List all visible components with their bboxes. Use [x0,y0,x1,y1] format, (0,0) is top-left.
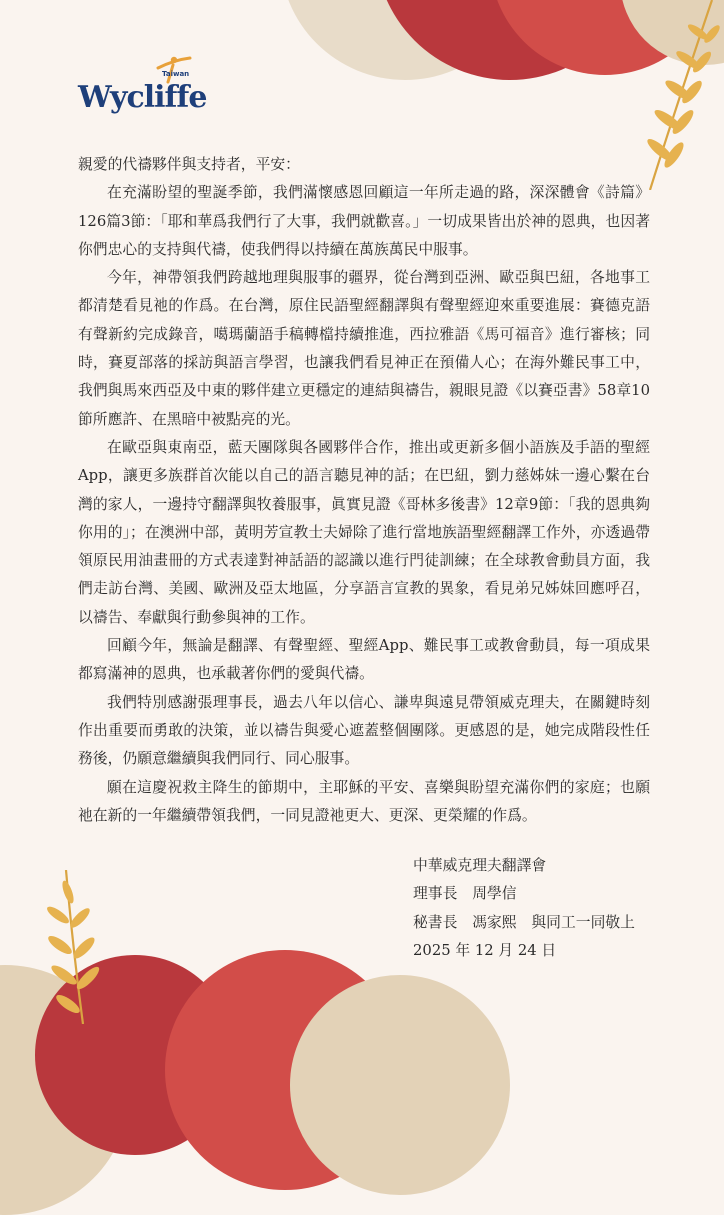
logo-text: Wycliffe [78,80,207,115]
wycliffe-taiwan-logo [78,58,208,120]
letter-paragraph: 回顧今年，無論是翻譯、有聲聖經、聖經App、難民事工或教會動員，每一項成果都寫滿神的恩典，也承載著你們的愛與代禱。 [78,637,650,683]
signature-chair: 理事長 周學信 [413,885,517,903]
signature-block [413,852,635,965]
letter-paragraph: 我們特別感謝張理事長，過去八年以信心、謙卑與遠見帶領威克理夫，在關鍵時刻作出重要而勇敢的決策，並以禱告與愛心遮蓋整個團隊。更感恩的是，她完成階段性任務後，仍願意繼續與我們同行、同心服事。 [78,693,650,768]
letter-paragraph: 在充滿盼望的聖誕季節，我們滿懷感恩回顧這一年所走過的路，深深體會《詩篇》126篇3節：「耶和華爲我們行了大事，我們就歡喜。」一切成果皆出於神的恩典，也因著你們忠心的支持與代禱，使我們得以持續在萬族萬民中服事。 [78,184,650,258]
decor-circle-bottom-4 [290,975,510,1195]
letter-body [78,151,650,830]
letter-greeting: 親愛的代禱夥伴與支持者，平安： [78,156,300,173]
letter-paragraph: 在歐亞與東南亞，藍天團隊與各國夥伴合作，推出或更新多個小語族及手語的聖經App，讓更多族群首次能以自己的語言聽見神的話；在巴紐，劉力慈姊妹一邊心繫在台灣的家人，一邊持守翻譯與牧養服事，眞實見證《哥林多後書》12章9節：「我的恩典夠你用的」；在澳洲中部，黃明芳宣教士夫婦除了進行當地族語聖經翻譯工作外，亦透過帶領原民用油畫冊的方式表達對神話語的認識以進行門徒訓練；在全球教會動員方面，我們走訪台灣、美國、歐洲及亞太地區，分享語言宣教的異象，看見弟兄姊妹回應呼召，以禱告、奉獻與行動參與神的工作。 [78,438,650,626]
logo-subtext: Taiwan [162,70,190,78]
leaf-branch-icon-bottom [28,870,128,1024]
signature-date: 2025 年 12 月 24 日 [413,941,557,959]
signature-org: 中華威克理夫翻譯會 [413,857,547,874]
letter-paragraph: 今年，神帶領我們跨越地理與服事的疆界，從台灣到亞洲、歐亞與巴紐，各地事工都清楚看見祂的作爲。在台灣，原住民語聖經翻譯與有聲聖經迎來重要進展：賽德克語有聲新約完成錄音，噶瑪蘭語手稿轉檔持續推進，西拉雅語《馬可福音》進行審核；同時，賽夏部落的採訪與語言學習，也讓我們看見神正在預備人心；在海外難民事工中，我們與馬來西亞及中東的夥伴建立更穩定的連結與禱告，親眼見證《以賽亞書》58章10節所應許、在黑暗中被點亮的光。 [78,269,650,428]
letter-paragraph: 願在這慶祝救主降生的節期中，主耶穌的平安、喜樂與盼望充滿你們的家庭；也願祂在新的一年繼續帶領我們，一同見證祂更大、更深、更榮耀的作爲。 [78,778,650,824]
signature-secretary: 秘書長 馮家熙 與同工一同敬上 [413,913,635,931]
